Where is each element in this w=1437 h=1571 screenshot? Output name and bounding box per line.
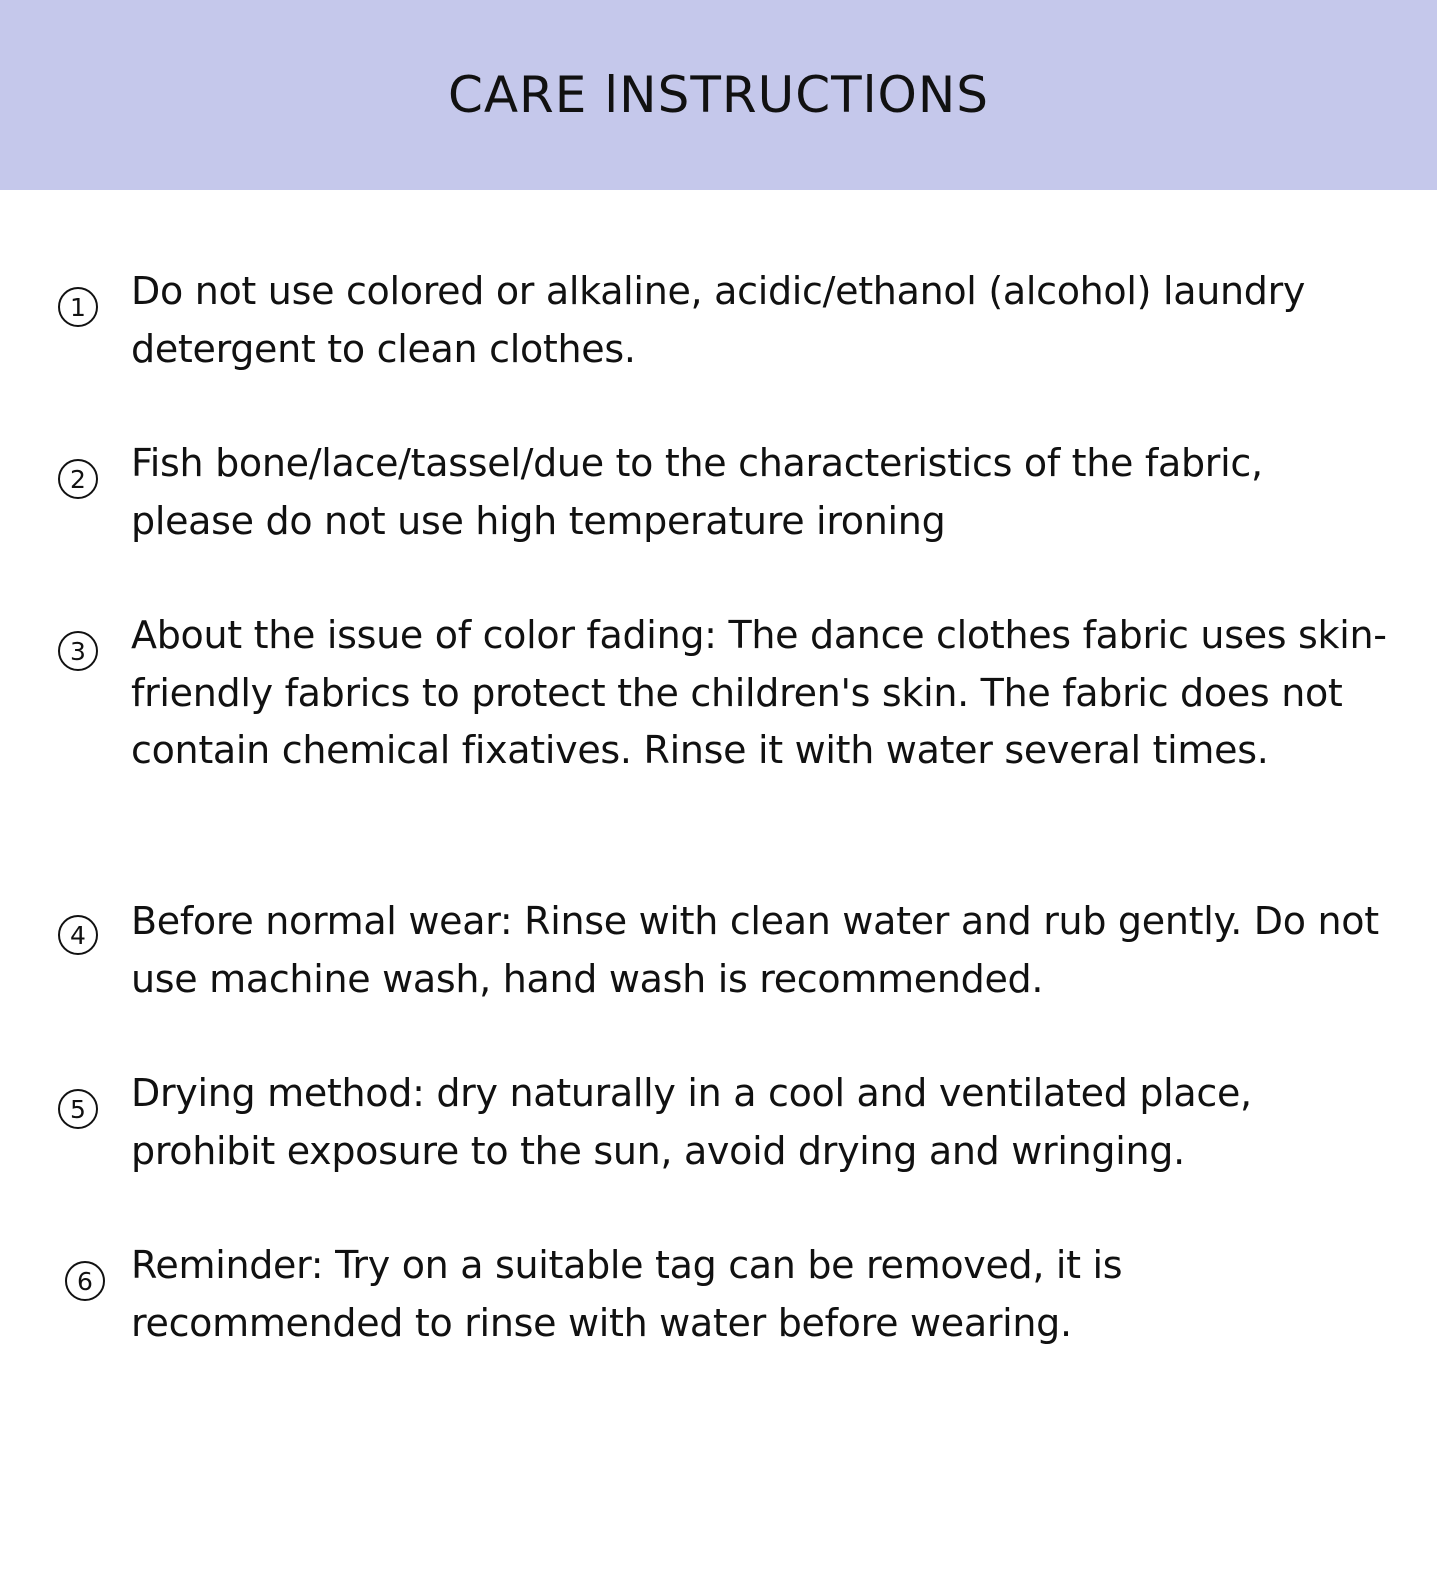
- circled-number-icon: 1: [58, 287, 98, 327]
- instruction-text: Do not use colored or alkaline, acidic/ethanol (alcohol) laundry detergent to clean clothes.: [131, 269, 1306, 371]
- instruction-text: Fish bone/lace/tassel/due to the characteristics of the fabric, please do not use high temperature ironing: [131, 441, 1263, 543]
- instruction-text: Drying method: dry naturally in a cool and ventilated place, prohibit exposure to the sun, avoid drying and wringing.: [131, 1071, 1252, 1173]
- circled-number-icon: 3: [58, 631, 98, 671]
- page-title: CARE lNSTRUCTlONS: [447, 66, 990, 124]
- care-instructions-header: [0, 0, 1437, 190]
- circled-number-icon: 4: [58, 915, 98, 955]
- circled-number-icon: 5: [58, 1089, 98, 1129]
- circled-number-icon: 2: [58, 459, 98, 499]
- instruction-text: About the issue of color fading: The dance clothes fabric uses skin-friendly fabrics to protect the children's skin. The fabric does not contain chemical fixatives. Rinse it with water several times.: [131, 613, 1387, 772]
- circled-number-icon: 6: [65, 1261, 105, 1301]
- instruction-text: Before normal wear: Rinse with clean water and rub gently. Do not use machine wash, hand wash is recommended.: [131, 899, 1379, 1001]
- instruction-text: Reminder: Try on a suitable tag can be removed, it is recommended to rinse with water before wearing.: [131, 1243, 1123, 1345]
